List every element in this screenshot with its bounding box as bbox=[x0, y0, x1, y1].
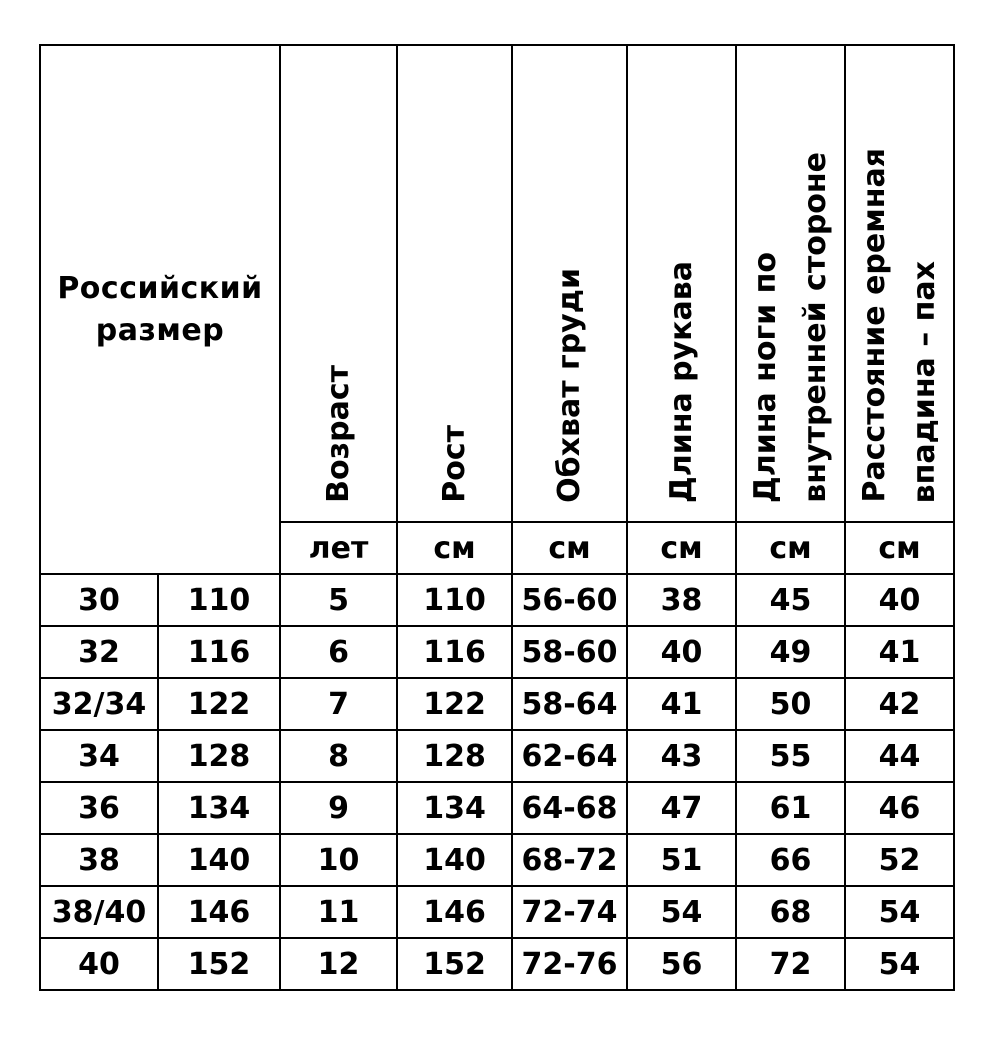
chest-header-text: Обхват груди bbox=[551, 268, 587, 503]
table-cell: 68 bbox=[736, 886, 845, 938]
table-cell: 128 bbox=[397, 730, 512, 782]
rise-header-text-line1: Расстояние еремная bbox=[856, 148, 892, 503]
height-header-text: Рост bbox=[436, 425, 472, 503]
table-cell: 152 bbox=[158, 938, 280, 990]
table-cell: 54 bbox=[845, 886, 954, 938]
unit-cell: см bbox=[397, 522, 512, 574]
rise-header bbox=[845, 45, 954, 522]
table-cell: 52 bbox=[845, 834, 954, 886]
table-cell: 134 bbox=[397, 782, 512, 834]
sleeve-header bbox=[627, 45, 736, 522]
table-cell: 6 bbox=[280, 626, 397, 678]
table-cell: 41 bbox=[845, 626, 954, 678]
table-cell: 116 bbox=[397, 626, 512, 678]
table-cell: 72 bbox=[736, 938, 845, 990]
table-cell: 38/40 bbox=[40, 886, 158, 938]
inseam-header-text-line1: Длина ноги по bbox=[747, 252, 783, 503]
table-cell: 62-64 bbox=[512, 730, 627, 782]
table-cell: 72-74 bbox=[512, 886, 627, 938]
table-cell: 140 bbox=[397, 834, 512, 886]
table-cell: 116 bbox=[158, 626, 280, 678]
table-cell: 43 bbox=[627, 730, 736, 782]
unit-cell: см bbox=[627, 522, 736, 574]
table-cell: 36 bbox=[40, 782, 158, 834]
table-cell: 54 bbox=[627, 886, 736, 938]
table-cell: 152 bbox=[397, 938, 512, 990]
table-cell: 40 bbox=[40, 938, 158, 990]
table-cell: 110 bbox=[158, 574, 280, 626]
table-cell: 46 bbox=[845, 782, 954, 834]
table-cell: 12 bbox=[280, 938, 397, 990]
data-rows bbox=[40, 574, 954, 990]
unit-cell: см bbox=[736, 522, 845, 574]
table-cell: 38 bbox=[627, 574, 736, 626]
table-cell: 5 bbox=[280, 574, 397, 626]
russian-size-label-line2: размер bbox=[95, 312, 225, 348]
table-cell: 40 bbox=[627, 626, 736, 678]
russian-size-header bbox=[40, 45, 280, 574]
table-cell: 51 bbox=[627, 834, 736, 886]
table-row bbox=[40, 782, 954, 834]
inseam-header-text-line2: внутренней стороне bbox=[797, 152, 833, 503]
table-cell: 32/34 bbox=[40, 678, 158, 730]
table-cell: 56-60 bbox=[512, 574, 627, 626]
table-cell: 58-64 bbox=[512, 678, 627, 730]
table-cell: 58-60 bbox=[512, 626, 627, 678]
table-cell: 7 bbox=[280, 678, 397, 730]
table-cell: 55 bbox=[736, 730, 845, 782]
table-cell: 72-76 bbox=[512, 938, 627, 990]
table-cell: 110 bbox=[397, 574, 512, 626]
table-row bbox=[40, 834, 954, 886]
unit-cell: лет bbox=[280, 522, 397, 574]
table-row bbox=[40, 938, 954, 990]
table-cell: 61 bbox=[736, 782, 845, 834]
table-cell: 54 bbox=[845, 938, 954, 990]
unit-cell: см bbox=[845, 522, 954, 574]
rise-header-text-line2: впадина – пах bbox=[906, 260, 942, 503]
table-cell: 50 bbox=[736, 678, 845, 730]
table-row bbox=[40, 678, 954, 730]
sleeve-header-text: Длина рукава bbox=[663, 261, 699, 503]
russian-size-label-line1: Российский bbox=[57, 270, 263, 306]
inseam-header bbox=[736, 45, 845, 522]
table-cell: 134 bbox=[158, 782, 280, 834]
table-cell: 68-72 bbox=[512, 834, 627, 886]
header-row bbox=[40, 45, 954, 522]
table-cell: 34 bbox=[40, 730, 158, 782]
table-cell: 122 bbox=[158, 678, 280, 730]
table-cell: 40 bbox=[845, 574, 954, 626]
table-cell: 42 bbox=[845, 678, 954, 730]
table-cell: 56 bbox=[627, 938, 736, 990]
table-cell: 45 bbox=[736, 574, 845, 626]
chest-header bbox=[512, 45, 627, 522]
table-cell: 146 bbox=[397, 886, 512, 938]
table-cell: 9 bbox=[280, 782, 397, 834]
age-header bbox=[280, 45, 397, 522]
size-chart-table bbox=[39, 44, 955, 991]
age-header-text: Возраст bbox=[320, 365, 356, 503]
table-row bbox=[40, 626, 954, 678]
table-row bbox=[40, 574, 954, 626]
table-cell: 47 bbox=[627, 782, 736, 834]
table-cell: 66 bbox=[736, 834, 845, 886]
table-row bbox=[40, 886, 954, 938]
table-cell: 32 bbox=[40, 626, 158, 678]
table-cell: 122 bbox=[397, 678, 512, 730]
table-cell: 41 bbox=[627, 678, 736, 730]
unit-cell: см bbox=[512, 522, 627, 574]
height-header bbox=[397, 45, 512, 522]
table-cell: 128 bbox=[158, 730, 280, 782]
table-cell: 11 bbox=[280, 886, 397, 938]
table-row bbox=[40, 730, 954, 782]
table-cell: 44 bbox=[845, 730, 954, 782]
table-cell: 49 bbox=[736, 626, 845, 678]
table-cell: 30 bbox=[40, 574, 158, 626]
table-cell: 8 bbox=[280, 730, 397, 782]
table-cell: 146 bbox=[158, 886, 280, 938]
table-cell: 64-68 bbox=[512, 782, 627, 834]
table-cell: 38 bbox=[40, 834, 158, 886]
table-cell: 10 bbox=[280, 834, 397, 886]
table-cell: 140 bbox=[158, 834, 280, 886]
